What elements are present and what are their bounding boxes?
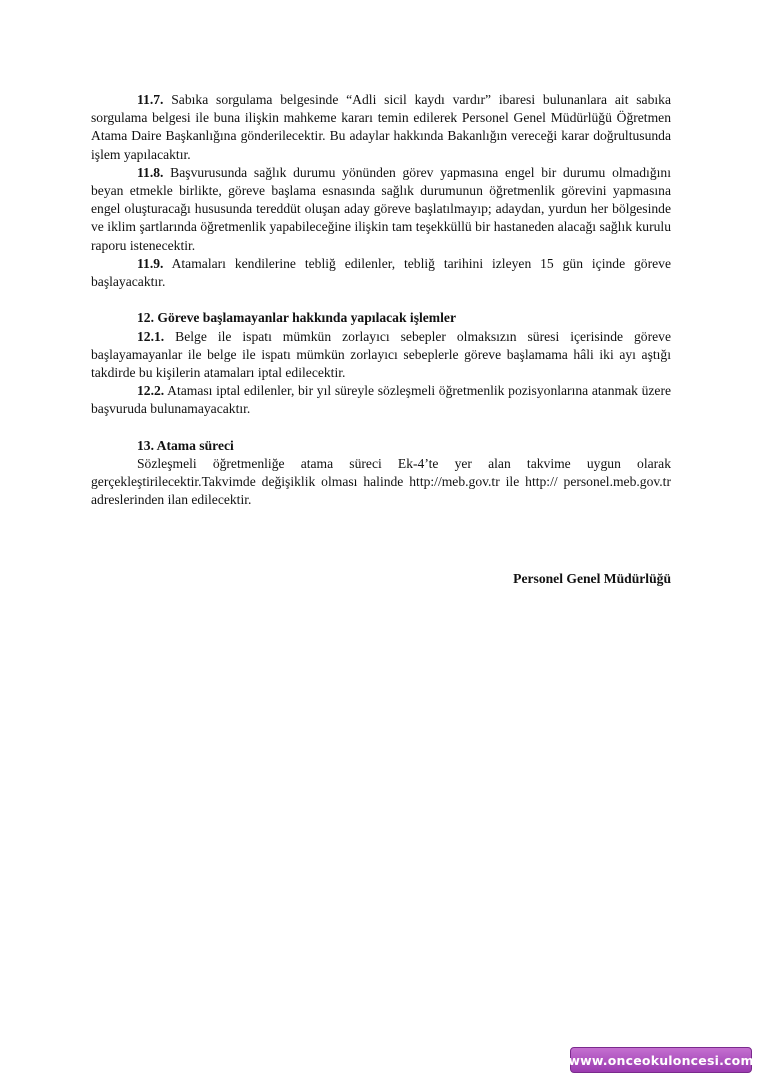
paragraph-number: 12.2. [137, 383, 165, 399]
signature: Personel Genel Müdürlüğü [513, 571, 671, 586]
paragraph-11-9 [91, 255, 671, 291]
paragraph-number: 11.7. [137, 92, 164, 107]
paragraph-12-1 [91, 328, 671, 383]
paragraph-11-7 [91, 91, 671, 164]
paragraph-11-8 [91, 164, 671, 255]
section-12-heading: 12. Göreve başlamayanlar hakkında yapılacak işlemler [137, 310, 456, 326]
paragraph-text: Atamaları kendilerine tebliğ edilenler, tebliğ tarihini izleyen 15 gün içinde göreve başlayacaktır. [91, 255, 671, 290]
watermark-badge [570, 1047, 752, 1073]
paragraph-text: Ataması iptal edilenler, bir yıl süreyle sözleşmeli öğretmenlik pozisyonlarına atanmak üzere başvuruda bulunamayacaktır. [91, 383, 672, 417]
paragraph-number: 11.8. [137, 164, 164, 180]
paragraph-text: Belge ile ispatı mümkün zorlayıcı sebepler olmaksızın süresi içerisinde göreve başlayamayanlar ile belge ile ispatı mümkün zorlayıcı sebeplerle göreve başlamama hâli iki ayı aştığı takdirde bu kişilerin atamaları iptal edilecektir. [91, 328, 671, 381]
spacer [91, 291, 671, 309]
section-13-heading: 13. Atama süreci [137, 437, 234, 453]
paragraph-text: Sabıka sorgulama belgesinde “Adli sicil kaydı vardır” ibaresi bulunanlara ait sabıka sorgulama belgesi ile buna ilişkin mahkeme kararı temin edilerek Personel Genel Müdürlüğü Öğretmen Atama Daire Başkanlığına gönderilecektir. Bu adaylar hakkında Bakanlığın vereceği karar doğrultusunda işlem yapılacaktır. [91, 92, 671, 162]
paragraph-text: Başvurusunda sağlık durumu yönünden görev yapmasına engel bir durumu olmadığını beyan etmekle birlikte, göreve başlama esnasında sağlık durumunun öğretmenlik görevini yapmasına engel oluşturacağı hususunda tereddüt oluşan aday göreve başlatılmayıp; adaydan, yurdun her bölgesinde ve iklim şartlarında öğretmenlik yapabileceğine ilişkin tam teşekküllü bir hastaneden alacağı sağlık kurulu raporu istenecektir. [91, 164, 671, 253]
paragraph-number: 12.1. [137, 328, 165, 344]
paragraph-number: 11.9. [137, 255, 164, 271]
paragraph-13: Sözleşmeli öğretmenliğe atama süreci Ek-4’te yer alan takvime uygun olarak gerçekleştirilecektir.Takvimde değişiklik olması halinde http://meb.gov.tr ile http:// personel.meb.gov.tr adreslerinden ilan edilecektir. [91, 456, 671, 508]
spacer [91, 419, 671, 437]
document-body [91, 91, 671, 510]
watermark-text: www.onceokuloncesi.com [568, 1052, 754, 1068]
paragraph-12-2 [91, 382, 671, 418]
